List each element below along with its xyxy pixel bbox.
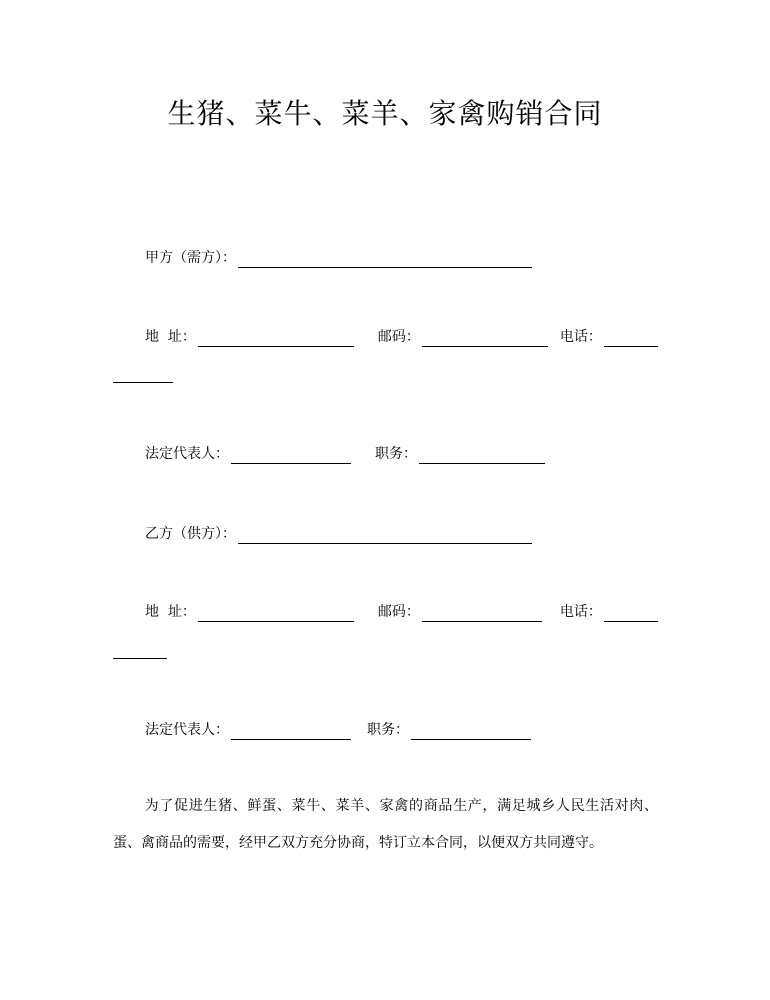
party-b-line bbox=[145, 524, 532, 544]
party-a-blank[interactable] bbox=[238, 251, 532, 268]
party-b-phone-label: 电话： bbox=[559, 604, 602, 620]
party-b-position-blank[interactable] bbox=[411, 723, 531, 740]
party-b-address-label: 地 址： bbox=[145, 604, 196, 620]
party-a-legal-rep-blank[interactable] bbox=[231, 447, 351, 464]
party-a-phone-blank[interactable] bbox=[604, 330, 658, 347]
party-a-address-line bbox=[145, 327, 658, 347]
party-a-rep-line bbox=[145, 444, 545, 464]
party-a-legal-rep-label: 法定代表人： bbox=[145, 446, 229, 462]
party-b-address-blank[interactable] bbox=[198, 605, 354, 622]
party-b-legal-rep-blank[interactable] bbox=[231, 723, 351, 740]
party-b-postcode-blank[interactable] bbox=[422, 605, 542, 622]
party-a-position-label: 职务： bbox=[375, 446, 417, 462]
party-b-phone-blank[interactable] bbox=[604, 605, 658, 622]
party-b-address-line bbox=[145, 602, 658, 622]
party-a-phone-blank-continued[interactable] bbox=[113, 366, 173, 383]
party-a-postcode-blank[interactable] bbox=[422, 330, 548, 347]
party-a-line bbox=[145, 248, 532, 268]
party-a-phone-label: 电话： bbox=[559, 329, 602, 345]
party-b-phone-continued bbox=[113, 642, 167, 659]
party-b-label: 乙方（供方）： bbox=[145, 526, 236, 542]
intro-text: 为了促进生猪、鲜蛋、菜牛、菜羊、家禽的商品生产，满足城乡人民生活对肉、蛋、禽商品的需要，经甲乙双方充分协商，特订立本合同，以便双方共同遵守。 bbox=[113, 798, 658, 851]
contract-title: 生猪、菜牛、菜羊、家禽购销合同 bbox=[167, 97, 603, 130]
intro-paragraph bbox=[113, 788, 658, 862]
party-a-phone-continued bbox=[113, 366, 173, 383]
party-b-position-label: 职务： bbox=[367, 722, 409, 738]
party-b-phone-blank-continued[interactable] bbox=[113, 642, 167, 659]
party-b-postcode-label: 邮码： bbox=[377, 604, 420, 620]
party-b-legal-rep-label: 法定代表人： bbox=[145, 722, 229, 738]
party-a-position-blank[interactable] bbox=[419, 447, 545, 464]
party-b-blank[interactable] bbox=[238, 527, 532, 544]
party-a-address-blank[interactable] bbox=[198, 330, 354, 347]
party-a-label: 甲方（需方）： bbox=[145, 250, 236, 266]
party-b-rep-line bbox=[145, 720, 531, 740]
party-a-address-label: 地 址： bbox=[145, 329, 196, 345]
party-a-postcode-label: 邮码： bbox=[377, 329, 420, 345]
